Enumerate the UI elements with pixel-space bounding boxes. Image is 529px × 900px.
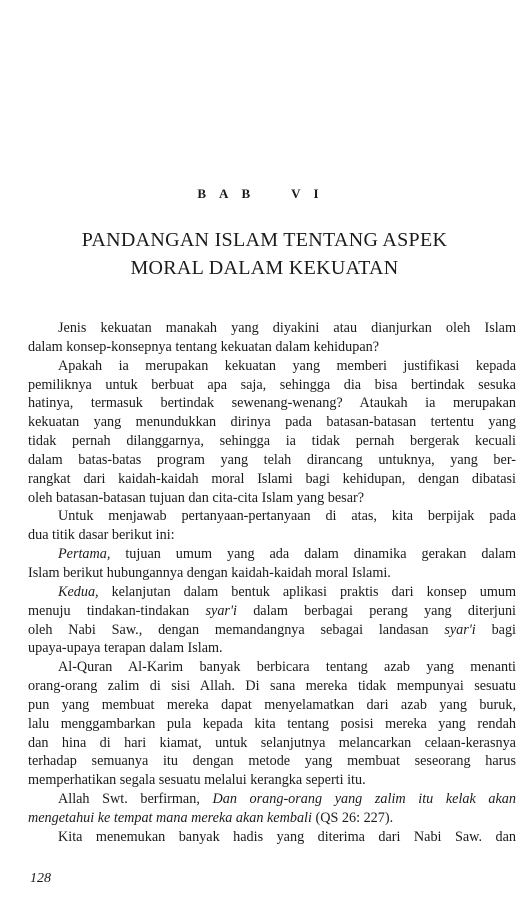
text-line: oleh batasan-batasan tujuan dan cita-cita Islam yang besar? [28, 489, 365, 506]
text-line: dan hina di hari kiamat, untuk selanjutnya melancarkan celaan-kerasnya [28, 734, 516, 751]
text-line: kekuatan yang menundukkan dirinya pada batasan-batasan tertentu yang [28, 414, 516, 431]
italic-term: Pertama, [58, 546, 111, 563]
text-line: memperhatikan segala sesuatu melalui kerangka seperti itu. [28, 772, 366, 789]
paragraph-2 [28, 357, 516, 508]
paragraph-8 [28, 828, 516, 847]
text-line: dalam batas-batas program yang telah dirancang untuknya, yang ber- [28, 451, 516, 468]
text-line [28, 790, 516, 809]
paragraph-3 [28, 507, 516, 545]
chapter-title [40, 226, 489, 282]
text-line: Al-Quran Al-Karim banyak berbicara tentang azab yang menanti [58, 659, 516, 676]
text-line: Untuk menjawab pertanyaan-pertanyaan di atas, kita berpijak pada [58, 508, 516, 525]
text-line: terhadap semuanya itu dengan metode yang membuat seseorang harus [28, 753, 516, 770]
text-line: orang-orang zalim di sisi Allah. Di sana mereka tidak mempunyai sesuatu [28, 678, 516, 695]
text-line: upaya-upaya terapan dalam Islam. [28, 640, 223, 657]
paragraph-7 [28, 790, 516, 828]
text-span: menuju tindakan-tindakan [28, 602, 206, 619]
chapter-title-line-2: MORAL DALAM KEKUATAN [130, 257, 399, 279]
text-line: dalam konsep-konsepnya tentang kekuatan dalam kehidupan? [28, 338, 380, 355]
chapter-label: BAB VI [197, 186, 332, 201]
text-line: lalu menggambarkan pula kepada kita tentang posisi mereka yang rendah [28, 715, 516, 732]
quran-quote: Dan orang-orang yang zalim itu kelak akan [212, 791, 516, 808]
text-line: Apakah ia merupakan kekuatan yang memberi justifikasi kepada [58, 357, 516, 374]
text-line: pun yang membuat mereka dapat menyelamatkan dari azab yang buruk, [28, 696, 516, 713]
chapter-title-line-1: PANDANGAN ISLAM TENTANG ASPEK [81, 229, 448, 251]
citation: (QS 26: 227). [311, 809, 394, 826]
italic-term: syar'i [205, 602, 237, 619]
text-line [28, 809, 516, 828]
paragraph-4 [28, 545, 516, 583]
italic-term: syar'i [444, 621, 476, 638]
text-line: dua titik dasar berikut ini: [28, 527, 175, 544]
text-line: hatinya, termasuk bertindak sewenang-wenang? Ataukah ia merupakan [28, 395, 516, 412]
text-span: kelanjutan dalam bentuk aplikasi praktis dari konsep umum [98, 583, 516, 600]
text-span: Allah Swt. berfirman, [58, 791, 213, 808]
page-number: 128 [30, 871, 51, 886]
quran-quote: mengetahui ke tempat mana mereka akan kembali [28, 809, 312, 826]
paragraph-6 [28, 658, 516, 790]
text-span: tujuan umum yang ada dalam dinamika gerakan dalam [110, 546, 516, 563]
text-span: bagi [475, 621, 516, 638]
body-text [28, 319, 516, 847]
text-span: oleh Nabi Saw., dengan memandangnya sebagai landasan [28, 621, 445, 638]
text-line [28, 583, 516, 602]
text-line [28, 545, 516, 564]
paragraph-1 [28, 319, 516, 357]
italic-term: Kedua, [58, 583, 99, 600]
text-line: tidak pernah dilanggarnya, sehingga ia tidak pernah bergerak kecuali [28, 433, 516, 450]
text-line: pemiliknya untuk berbuat apa saja, sehingga dia bisa bertindak sesuka [28, 376, 516, 393]
paragraph-5 [28, 583, 516, 658]
text-line: Jenis kekuatan manakah yang diyakini atau dianjurkan oleh Islam [58, 320, 516, 336]
text-span: dalam berbagai perang yang diterjuni [236, 602, 516, 619]
text-line [28, 621, 516, 640]
text-line: Kita menemukan banyak hadis yang diterima dari Nabi Saw. dan [58, 828, 516, 845]
text-line [28, 602, 516, 621]
text-line: rangkat dari kaidah-kaidah moral Islami bagi kehidupan, dengan dibatasi [28, 470, 516, 487]
text-line: Islam berikut hubungannya dengan kaidah-kaidah moral Islami. [28, 564, 391, 581]
